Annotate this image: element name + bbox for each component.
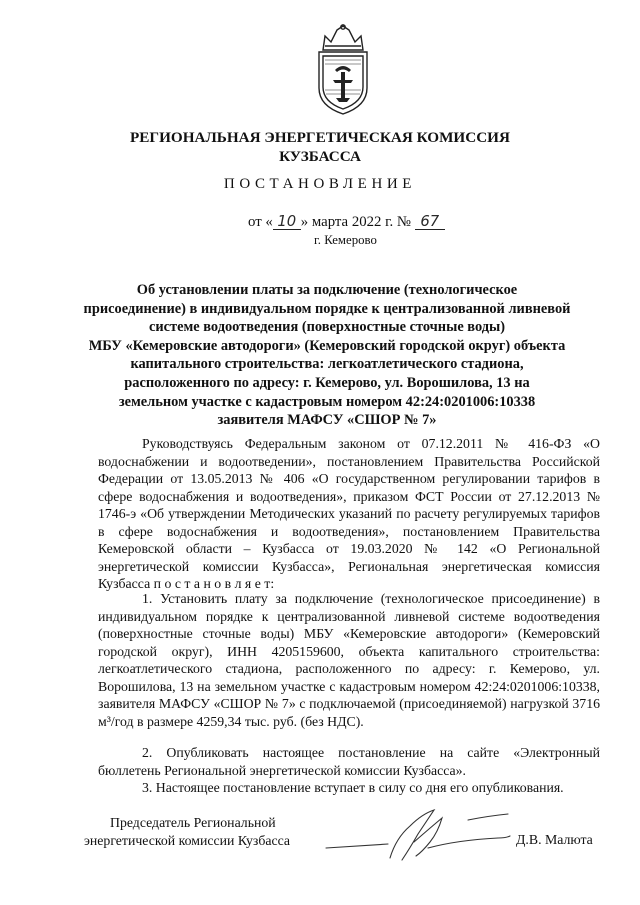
document-number-handwritten: 67 [415,214,445,230]
title-line: расположенного по адресу: г. Кемерово, ул. Ворошилова, 13 на [124,374,530,391]
title-line: земельном участке с кадастровым номером 42:24:0201006:10338 [118,393,536,410]
organization-name-line2: КУЗБАССА [279,148,361,165]
handwritten-signature [318,798,518,868]
organization-name-line1: РЕГИОНАЛЬНАЯ ЭНЕРГЕТИЧЕСКАЯ КОМИССИЯ [130,129,510,146]
title-line: заявителя МАФСУ «СШОР № 7» [217,412,437,429]
date-day-handwritten: 10 [273,214,301,230]
clause-2-paragraph: 2. Опубликовать настоящее постановление на сайте «Электронный бюллетень Региональной энергетической комиссии Кузбасса». [98,745,600,778]
document-type: ПОСТАНОВЛЕНИЕ [223,176,417,192]
city: г. Кемерово [314,233,377,247]
title-line: присоединение) в индивидуальном порядке к централизованной ливневой [83,300,571,317]
date-line [248,214,445,231]
coat-of-arms-emblem [305,22,381,118]
document-title [82,281,572,430]
preamble-paragraph: Руководствуясь Федеральным законом от 07.12.2011 № 416-ФЗ «О водоснабжении и водоотведении», постановлением Правительства Российской Федерации от 13.05.2013 № 406 «О государственном регулировании тарифов в сфере водоснабжения и водоотведения», приказом ФСТ России от 27.12.2013 № 1746-э «Об утверждении Методических указаний по расчету регулируемых тарифов в сфере водоснабжения и водоотведения», постановлением Правительства Кемеровской области – Кузбасса от 19.03.2020 № 142 «О Региональной энергетической комиссии Кузбасса», Региональная энергетическая комиссия Кузбасса п о с т а н о в л я е т: [98,436,600,592]
signatory-name: Д.В. Малюта [516,832,593,847]
title-line: капитального строительства: легкоатлетического стадиона, [130,356,524,373]
signatory-position-line1: Председатель Региональной [110,815,276,830]
date-month-year: » марта 2022 г. № [300,214,412,230]
clause-1-paragraph: 1. Установить плату за подключение (технологическое присоединение) в индивидуальном порядке к централизованной ливневой системе водоотведения (поверхностные сточные воды) МБУ «Кемеровские автодороги» (Кемеровский городской округ), ИНН 4205159600, объекта капитального строительства: легкоатлетического стадиона, расположенного по адресу: г. Кемерово, ул. Ворошилова, 13 на земельном участке с кадастровым номером 42:24:0201006:10338, заявителя МАФСУ «СШОР № 7» с подключаемой (присоединяемой) нагрузкой 3716 м³/год в размере 4259,34 тыс. руб. (без НДС). [98,591,600,729]
clause-3-paragraph: 3. Настоящее постановление вступает в силу со дня его опубликования. [142,780,564,795]
title-line: Об установлении платы за подключение (технологическое [136,282,518,298]
title-line: системе водоотведения (поверхностные сточные воды) [148,319,506,336]
signatory-position-line2: энергетической комиссии Кузбасса [84,833,291,848]
title-line: МБУ «Кемеровские автодороги» (Кемеровский городской округ) объекта [88,337,566,354]
date-prefix: от « [248,214,273,230]
